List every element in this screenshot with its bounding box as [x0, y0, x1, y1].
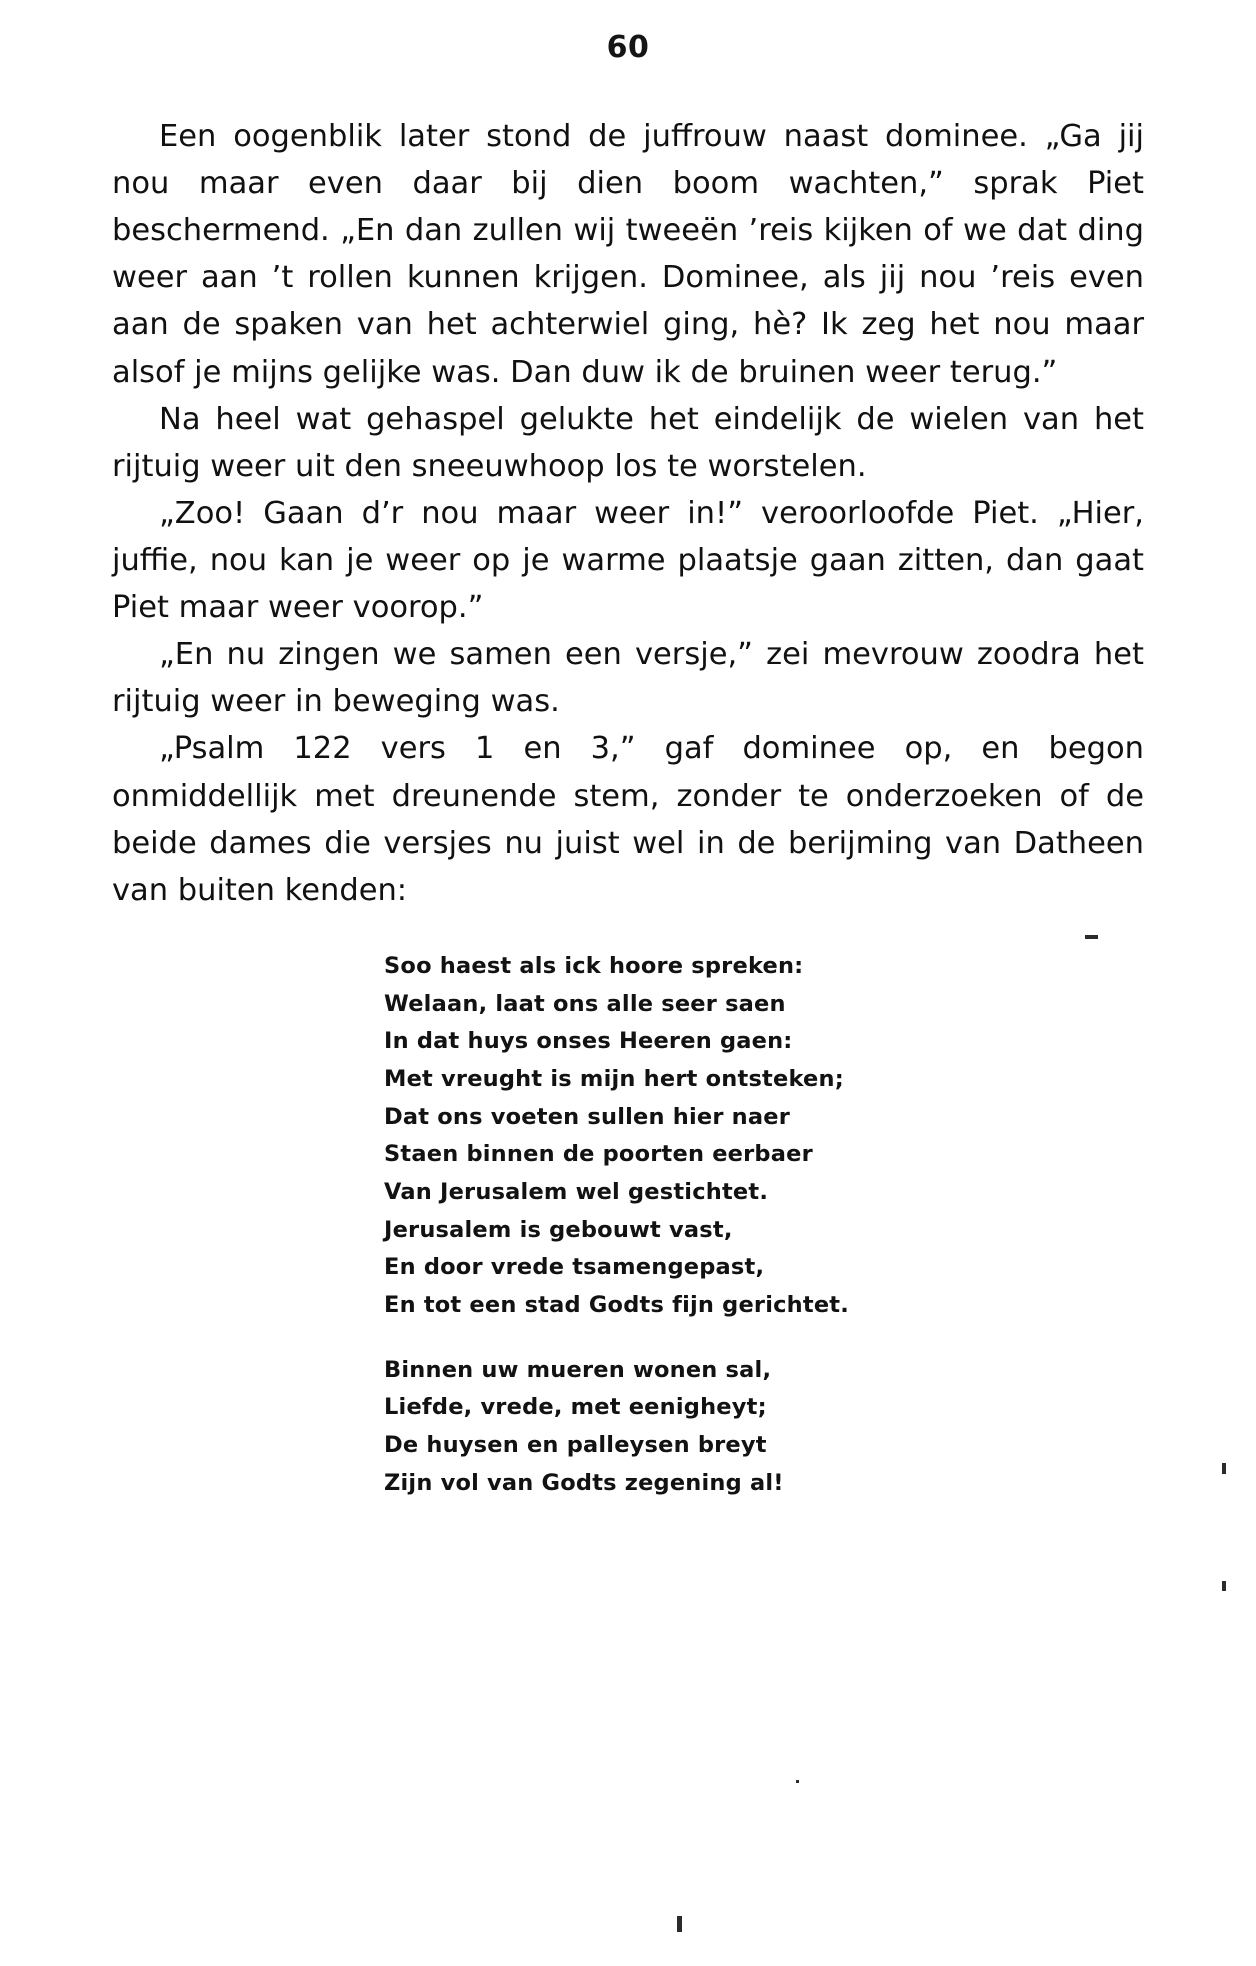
verse-line: Welaan, laat ons alle seer saen — [384, 990, 786, 1017]
scan-artifact-mark — [796, 1780, 799, 1783]
verse-block — [66, 948, 1190, 1503]
verse-line: Staen binnen de poorten eerbaer — [384, 1141, 813, 1168]
verse-line: En door vrede tsamengepast, — [384, 1254, 765, 1281]
book-page — [0, 30, 1256, 1966]
verse-line: Binnen uw mueren wonen sal, — [384, 1356, 772, 1383]
paragraph: Een oogenblik later stond de juffrouw naast dominee. „Ga jij nou maar even daar bij dien boom wachten,” sprak Piet beschermend. „En dan zullen wij tweeën ’reis kijken of we dat ding weer aan ’t rollen kunnen krijgen. Dominee, als jij nou ’reis even aan de spaken van het achterwiel ging, hè? Ik zeg het nou maar alsof je mijns gelijke was. Dan duw ik de bruinen weer terug.” — [112, 119, 1144, 390]
verse-stanza — [384, 1352, 1144, 1503]
verse-line: Van Jerusalem wel gestichtet. — [384, 1178, 769, 1205]
verse-line: De huysen en palleysen breyt — [384, 1432, 767, 1459]
paragraph: „Psalm 122 vers 1 en 3,” gaf dominee op, en begon onmiddellijk met dreunende stem, zonder te onderzoeken of de beide dames die versjes nu juist wel in de berijming van Datheen van buiten kenden: — [112, 731, 1144, 908]
scan-artifact-mark — [1222, 1463, 1226, 1474]
verse-line: Zijn vol van Godts zegening al! — [384, 1469, 784, 1496]
scan-artifact-mark — [1085, 935, 1098, 939]
page-number: 60 — [606, 30, 650, 65]
scan-artifact-mark — [1222, 1581, 1226, 1591]
psalm-quotation — [384, 948, 1144, 1503]
paragraph: Na heel wat gehaspel gelukte het eindelijk de wielen van het rijtuig weer uit den sneeuwhoop los te worstelen. — [112, 401, 1144, 484]
page-body — [66, 113, 1190, 914]
verse-line: Liefde, vrede, met eenigheyt; — [384, 1394, 767, 1421]
verse-line: Dat ons voeten sullen hier naer — [384, 1103, 791, 1130]
paragraph: „Zoo! Gaan d’r nou maar weer in!” veroorloofde Piet. „Hier, juffie, nou kan je weer op je warme plaatsje gaan zitten, dan gaat Piet maar weer voorop.” — [112, 495, 1144, 626]
scan-artifact-mark — [677, 1916, 682, 1932]
verse-line: Met vreught is mijn hert ontsteken; — [384, 1065, 844, 1092]
paragraph: „En nu zingen we samen een versje,” zei mevrouw zoodra het rijtuig weer in beweging was. — [112, 637, 1144, 720]
verse-line: Soo haest als ick hoore spreken: — [384, 952, 804, 979]
verse-line: En tot een stad Godts fijn gerichtet. — [384, 1292, 849, 1319]
verse-line: Jerusalem is gebouwt vast, — [384, 1216, 733, 1243]
verse-stanza — [384, 948, 1144, 1325]
verse-line: In dat huys onses Heeren gaen: — [384, 1028, 793, 1055]
